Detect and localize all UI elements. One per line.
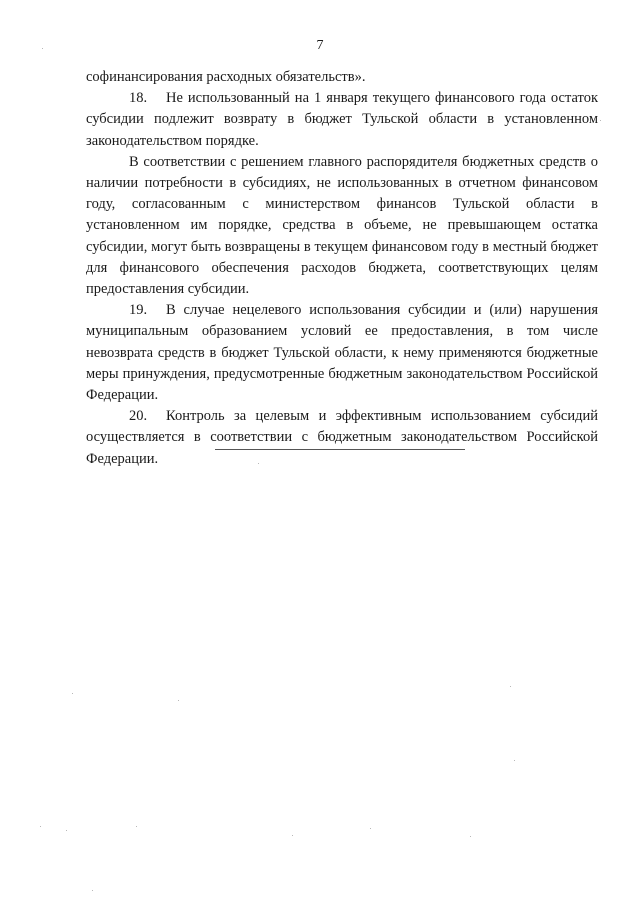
paragraph-18-continued: [86, 152, 598, 300]
scan-speck: [40, 826, 41, 827]
paragraph-text: Контроль за целевым и эффективным использованием субсидий осуществляется в соответствии с бюджетным законодательством Российской Федерации.: [86, 408, 598, 467]
scan-speck: [42, 48, 43, 49]
paragraph-20: [86, 406, 598, 470]
scan-speck: [370, 828, 371, 829]
scan-speck: [470, 836, 471, 837]
paragraph-number: 20.: [129, 408, 148, 425]
scan-speck: [514, 760, 515, 761]
scan-speck: [258, 463, 259, 464]
scan-speck: [178, 700, 179, 701]
scan-speck: [292, 835, 293, 836]
paragraph-18: [86, 88, 598, 152]
paragraph-text: В случае нецелевого использования субсидии и (или) нарушения муниципальным образованием условий ее предоставления, в том числе невозврата средств в бюджет Тульской области, к нему применяются бюджетные меры принуждения, предусмотренные бюджетным законодательством Российской Федерации.: [86, 302, 598, 404]
document-body: [86, 67, 598, 470]
paragraph-text: софинансирования расходных обязательств».: [86, 69, 366, 85]
scan-speck: [136, 826, 137, 827]
scan-speck: [66, 830, 67, 831]
paragraph-text: Не использованный на 1 января текущего финансового года остаток субсидии подлежит возврату в бюджет Тульской области в установленном законодательством порядке.: [86, 90, 598, 149]
paragraph-number: 18.: [129, 90, 148, 107]
paragraph-number: 19.: [129, 302, 148, 319]
paragraph-text: В соответствии с решением главного распорядителя бюджетных средств о наличии потребности в субсидиях, не использованных в отчетном финансовом году, согласованным с министерством финансов Тульской области в установленном им порядке, средства в объеме, не превышающем остатка субсидии, могут быть возвращены в текущем финансовом году в местный бюджет для финансового обеспечения расходов бюджета, соответствующих целям предоставления субсидии.: [86, 153, 598, 298]
scan-speck: [510, 686, 511, 687]
scan-speck: [600, 120, 601, 121]
paragraph-19: [86, 300, 598, 406]
paragraph-continuation: [86, 67, 598, 88]
page-number: 7: [316, 38, 324, 53]
end-of-text-rule: [215, 449, 465, 450]
scan-speck: [92, 890, 93, 891]
scan-speck: [72, 693, 73, 694]
